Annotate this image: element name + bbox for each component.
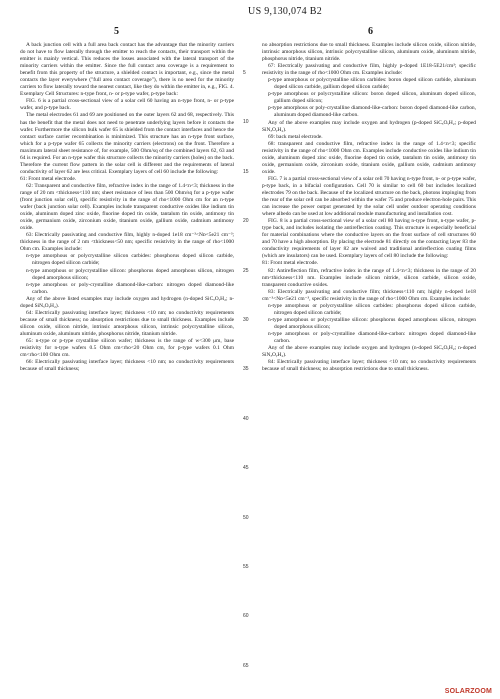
paragraph: n-type amorphous or polycrystalline silicon: phosphorus doped amorphous silicon, nitrogen doped amorphous silicon;	[26, 267, 234, 281]
paragraph: 81: Front metal electrode.	[262, 260, 319, 267]
line-number: 40	[243, 415, 249, 422]
paragraph: 65: n-type or p-type crystalline silicon wafer; thickness is the range of w<300 μm, base resistivity for n-type wafers 0.5 Ohm cm<rho<20 Ohm cm, for p-type wafers 0.1 Ohm cm<rho<100 Ohm cm.	[20, 337, 234, 359]
paragraph: no absorption restrictions due to small thickness. Examples include silicon oxide, silicon nitride, intrinsic amorphous silicon, intrinsic polycrystalline silicon, aluminum oxide, aluminum nitride, phosphorus nitride, titanium nitride.	[262, 42, 476, 63]
paragraph: 83: Electrically passivating and conductive film; thickness<110 nm; highly n-doped 1e18 cm⁻³<Nᴅ<5e21 cm⁻³, specific resistivity in the range of rho<1000 Ohm cm. Examples include:	[262, 288, 476, 302]
paragraph: The metal electrodes 61 and 69 are positioned on the outer layers 62 and 68, respectively. This has the benefit that the metal does not need to penetrate underlying layers before it contacts the wafer. Furthermore the silicon bulk wafer 65 is shielded from the contact interfaces and hence the contact surface carrier recombination is minimized. This structure has an n-type front surface, which for a p-type wafer 65 collects the minority carriers (electrons) on the front. Therefore a maximum lateral sheet resistance of, for example, 500 Ohm/sq of the combined layers 62, 63 and 64 is required. For an n-type wafer this structure collects the minority carriers (holes) on the back. Therefore the current flow pattern in the solar cell is different and the requirements of lateral conductivity of layer 62 are less critical. Exemplary layers of cell 60 include the following:	[20, 112, 234, 175]
paragraph: 67: Electrically passivating and conductive film, highly p-doped 1E18-5E21/cm³; specific resistivity in the range of rho<1000 Ohm cm. Examples include:	[262, 63, 476, 77]
left-column-number: 5	[114, 26, 119, 37]
line-number: 60	[243, 613, 249, 620]
paragraph: FIG. 6 is a partial cross-sectional view of a solar cell 60 having an n-type front, n- or p-type wafer, and p-type back.	[20, 98, 234, 112]
line-number: 50	[243, 514, 249, 521]
line-number: 65	[243, 662, 249, 669]
line-number: 45	[243, 465, 249, 472]
line-number: 55	[243, 564, 249, 570]
paragraph: n-type amorphous or poly-crystalline diamond-like-carbon: nitrogen doped diamond-like carbon.	[268, 330, 476, 344]
page-header	[0, 6, 500, 20]
paragraph: n-type amorphous or polycrystalline silicon carbides: phosphorus doped silicon carbide, nitrogen doped silicon carbide;	[268, 302, 476, 316]
paragraph: FIG. 7 is a partial cross-sectional view of a solar cell 70 having n-type front, n- or p-type wafer, p-type back, in a bifacial configuration. Cell 70 is similar to cell 60 but includes localized electrodes 79 on the back. Because of the localized structure on the back, photons impinging from the rear of the solar cell can be absorbed within the wafer 75 and produce electron-hole pairs. This can increase the power output generated by the solar cell under outdoor operating conditions where albedo can be used at low additional module manufacturing and installation cost.	[262, 175, 477, 218]
paragraph: 68: transparent and conductive film, refractive index in the range of 1.4<n<3; specific resistivity in the range of rho<1000 Ohm cm. Examples include conductive oxides like indium tin oxide, aluminum doped zinc oxide, fluorine doped tin oxide, tantalum tin oxide, antimony tin oxide, germanium oxide, zirconium oxide, titanium oxide, gallium oxide, cadmium antimony oxide.	[262, 140, 476, 175]
paragraph: Any of the above examples may include oxygen and hydrogen (n-doped SiCₓOᵧH₂; n-doped SiNₓOᵧH₂).	[262, 345, 476, 359]
paragraph: 61: Front metal electrode.	[20, 175, 77, 182]
line-number: 5	[243, 70, 246, 76]
paragraph: p-type amorphous or poly-crystalline diamond-like-carbon: boron doped diamond-like carbon, aluminum doped diamond-like carbon.	[268, 105, 476, 119]
right-column-number: 6	[368, 26, 373, 37]
patent-number: US 9,130,074 B2	[248, 6, 322, 17]
line-number: 10	[243, 119, 249, 126]
paragraph: 69: back metal electrode.	[268, 133, 323, 140]
paragraph: n-type amorphous or polycrystalline silicon carbides: phosphorus doped silicon carbide, nitrogen doped silicon carbide;	[26, 253, 234, 267]
paragraph: 64: Electrically passivating interface layer; thickness <10 nm; no conductivity requirements because of small thickness; no absorption restrictions due to small thickness. Examples include silicon oxide, silicon nitride, intrinsic amorphous silicon, intrinsic polycrystalline silicon, aluminum oxide, aluminum nitride, phosphorus nitride, titanium nitride.	[20, 309, 234, 337]
paragraph: n-type amorphous or polycrystalline silicon: phosphorus doped amorphous silicon, nitrogen doped amorphous silicon;	[268, 316, 476, 330]
paragraph: Any of the above listed examples may include oxygen and hydrogen (n-doped SiCₓOᵧH₂; n-doped SiNₓOᵧH₂).	[20, 295, 234, 309]
paragraph: 84: Electrically passivating interface layer; thickness <10 nm; no conductivity requirements because of small thickness; no absorption restrictions due to small thickness.	[262, 359, 476, 373]
watermark-logo: SOLARZOOM	[444, 688, 492, 695]
paragraph: 62: Transparent and conductive film, refractive index in the range of 1.4<n<3; thickness in the range of 20 nm <thickness<110 nm; sheet resistance of less than 500 Ohm/sq for a p-type wafer (front junction solar cell), specific resistivity in the range of rho<1000 Ohm cm for an n-type wafer (back junction solar cell). Examples include transparent conductive oxides like indium tin oxide, aluminum doped zinc oxide, fluorine doped tin oxide, tantalum tin oxide, antimony tin oxide, germanium oxide, zirconium oxide, titanium oxide, gallium oxide, cadmium antimony oxide.	[20, 182, 234, 232]
line-number: 35	[243, 366, 249, 373]
paragraph: Any of the above examples may include oxygen and hydrogen (p-doped SiCₓOᵧH₂; p-doped SiNₓOᵧH₂).	[262, 119, 476, 133]
paragraph: FIG. 8 is a partial cross-sectional view of a solar cell 80 having n-type front, n-type wafer, p-type back, and includes isolating the antireflection coating. This structure is especially beneficial for material combinations where the conductive layers on the front surface of cell structures 60 and 70 have a high absorption. By placing the electrode 81 directly on the contacting layer 83 the conductivity requirements of layer 82 are waived and traditional antireflection coating films (which are insulators) can be used. Exemplary layers of cell 80 include the following:	[262, 218, 476, 260]
paragraph: n-type amorphous or poly-crystalline diamond-like-carbon: nitrogen doped diamond-like carbon.	[26, 281, 234, 295]
paragraph: p-type amorphous or polycrystalline silicon carbides: boron doped silicon carbide, aluminum doped silicon carbide, gallium doped silicon carbide;	[268, 77, 476, 91]
right-column-text	[262, 42, 476, 373]
paragraph: 82: Antireflection film, refractive index in the range of 1.4<n<3; thickness in the range of 20 nm<thickness<110 nm. Examples include silicon nitride, silicon carbide, silicon oxide, transparent conductive oxides.	[262, 267, 476, 288]
line-number: 25	[243, 267, 249, 274]
paragraph: 66: Electrically passivating interface layer; thickness <10 nm; no conductivity requirements because of small thickness;	[20, 359, 234, 373]
paragraph: p-type amorphous or polycrystalline silicon: boron doped silicon, aluminum doped silicon, gallium doped silicon;	[268, 91, 476, 105]
line-number: 20	[243, 218, 249, 225]
paragraph: 63: Electrically passivating and conductive film, highly n-doped 1e18 cm⁻³<Nᴅ<5e21 cm⁻³; thickness in the range of 2 nm <thickness<50 nm; specific resistivity in the range of rho<1000 Ohm cm. Examples include:	[20, 232, 234, 253]
paragraph: A back junction cell with a full area back contact has the advantage that the minority carriers do not have to flow laterally through the emitter to reach the contacts, their transport within the emitter is mainly vertical. This reduces the losses associated with the lateral transport of the minority carriers within the emitter. Since the full contact area coverage is a requirement to benefit from this property of the structure, a shielded contact is important, e.g., since the metal contacts the layer everywhere ("full area contact coverage"), there is no need for the minority carriers to flow laterally toward the nearest contact, like they do within the emitter in, e.g., FIG. 4. Exemplary Cell Structures: n-type front, n- or p-type wafer, p-type back:	[20, 42, 234, 98]
left-column-text	[20, 42, 234, 373]
line-number: 15	[243, 168, 249, 175]
line-number: 30	[243, 317, 249, 323]
